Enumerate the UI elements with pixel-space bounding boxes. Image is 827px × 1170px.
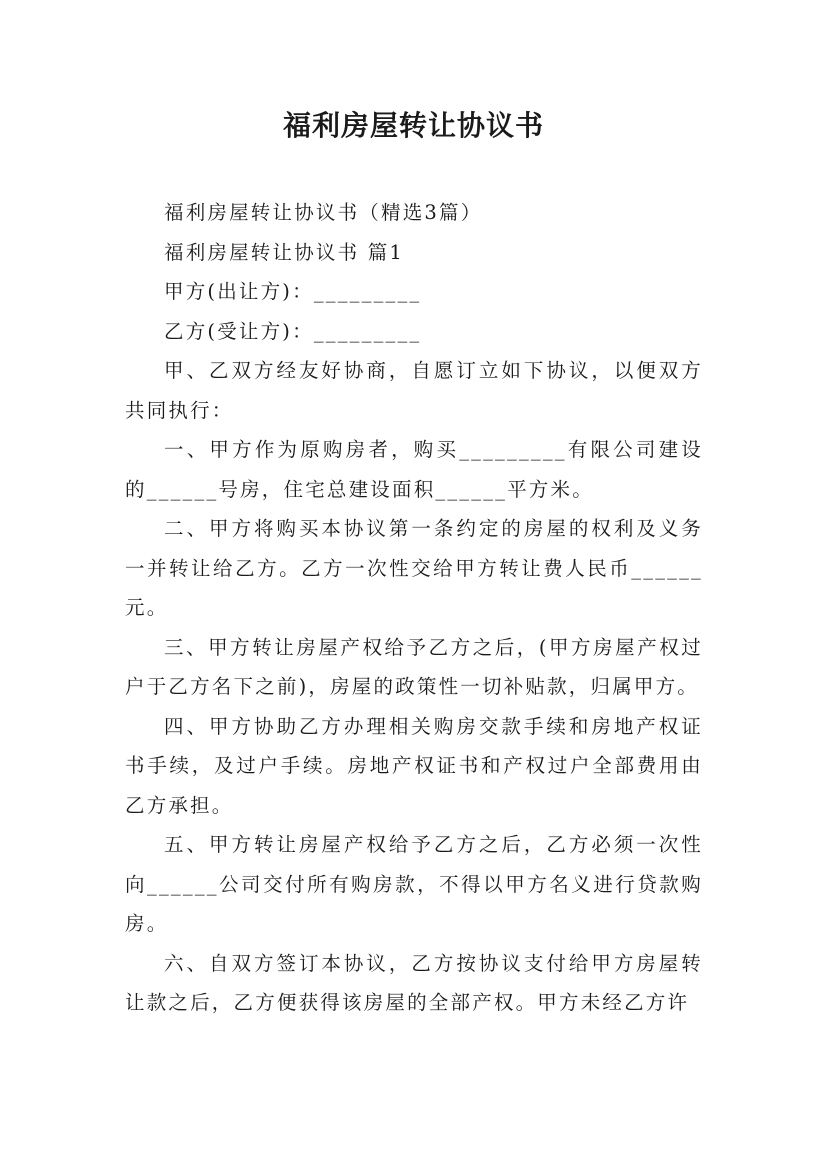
document-title: 福利房屋转让协议书 <box>282 109 544 142</box>
document-body <box>125 193 703 1023</box>
clause-3: 三、甲方转让房屋产权给予乙方之后，(甲方房屋产权过户于乙方名下之前)，房屋的政策性一切补贴款，归属甲方。 <box>125 635 703 698</box>
clause-6: 六、自双方签订本协议，乙方按协议支付给甲方房屋转让款之后，乙方便获得该房屋的全部产权。甲方未经乙方许 <box>125 951 703 1014</box>
party-b-line: 乙方(受让方)：_________ <box>164 319 422 343</box>
section-heading: 福利房屋转让协议书 篇1 <box>164 240 405 264</box>
preamble-paragraph: 甲、乙双方经友好协商，自愿订立如下协议，以便双方共同执行： <box>125 359 703 422</box>
party-a-line: 甲方(出让方)：_________ <box>164 280 422 303</box>
clause-2: 二、甲方将购买本协议第一条约定的房屋的权利及义务一并转让给乙方。乙方一次性交给甲方转让费人民币______元。 <box>125 517 703 619</box>
clause-1: 一、甲方作为原购房者，购买_________有限公司建设的______号房，住宅总建设面积______平方米。 <box>125 438 703 501</box>
subtitle-paragraph: 福利房屋转让协议书（精选3篇） <box>164 201 483 224</box>
clause-4: 四、甲方协助乙方办理相关购房交款手续和房地产权证书手续，及过户手续。房地产权证书和产权过户全部费用由乙方承担。 <box>125 714 703 817</box>
clause-5: 五、甲方转让房屋产权给予乙方之后，乙方必须一次性向______公司交付所有购房款，不得以甲方名义进行贷款购房。 <box>125 833 703 935</box>
